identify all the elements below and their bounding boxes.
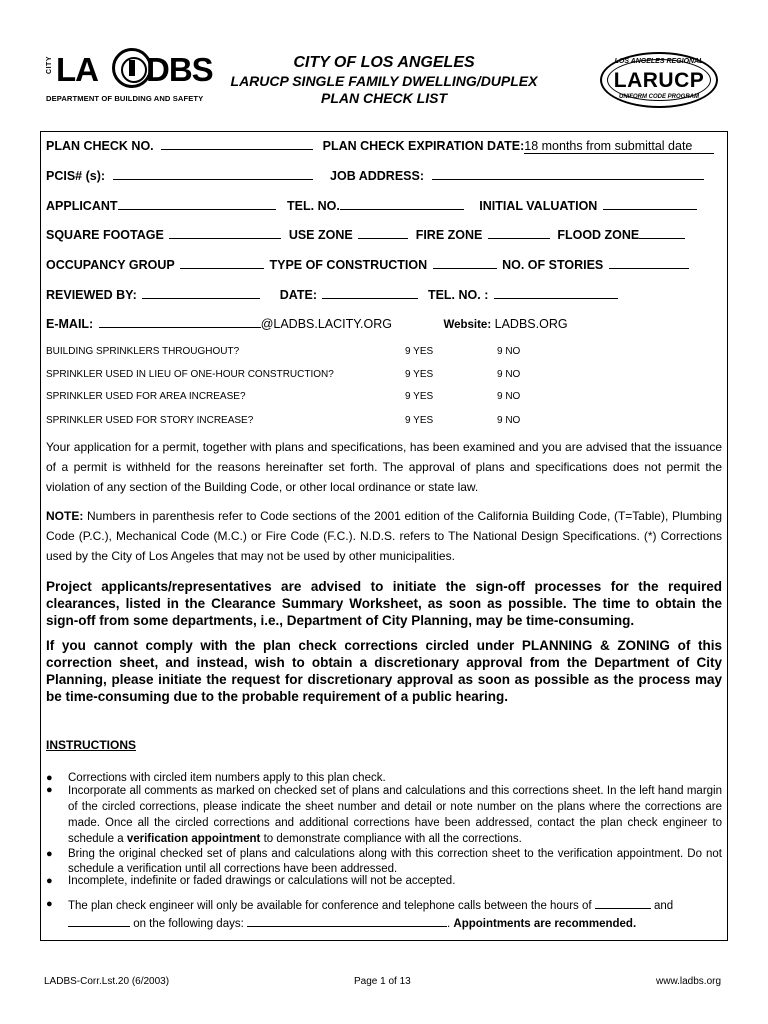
square-footage-label: SQUARE FOOTAGE <box>46 228 164 242</box>
instruction-item: ● Incorporate all comments as marked on checked set of plans and calculations and this corrections sheet. In the left hand margin of the circled corrections, please indicate the sheet number and detail or note number on the plans where the corrections are made. Once all the circled corrections and additional corrections have been addressed, contact the plan check engineer to schedule a verification appointment to demonstrate compliance with all the corrections. <box>46 784 722 845</box>
instruction-item: ● The plan check engineer will only be available for conference and telephone calls between the hours of and on the following days: . Appointments are recommended. <box>46 898 674 930</box>
website-label: Website: <box>443 319 492 331</box>
bullet-icon: ● <box>46 898 53 910</box>
pcis-label: PCIS# (s): <box>46 169 106 183</box>
website-value: LADBS.ORG <box>491 317 568 331</box>
type-of-construction-label: TYPE OF CONSTRUCTION <box>269 258 428 272</box>
initial-valuation-field[interactable] <box>603 199 697 210</box>
fire-zone-field[interactable] <box>488 228 550 239</box>
date-label: DATE: <box>279 288 317 302</box>
sprinkler-q2: SPRINKLER USED IN LIEU OF ONE-HOUR CONSTRUCTION? <box>46 369 334 380</box>
row-square-footage <box>46 228 685 242</box>
verification-appointment-text: verification appointment <box>126 833 261 845</box>
sprinkler-q4-no[interactable]: 9 NO <box>497 415 521 426</box>
occupancy-group-field[interactable] <box>180 258 264 269</box>
square-footage-field[interactable] <box>169 228 281 239</box>
applicant-label: APPLICANT <box>46 199 118 213</box>
row-reviewed <box>46 288 618 302</box>
note-label: NOTE: <box>46 509 84 523</box>
email-label: E-MAIL: <box>46 317 94 331</box>
bullet-icon: ● <box>46 784 53 796</box>
footer-form-id: LADBS-Corr.Lst.20 (6/2003) <box>44 976 170 987</box>
footer-url[interactable]: www.ladbs.org <box>656 976 722 987</box>
sprinkler-q4-yes[interactable]: 9 YES <box>405 415 434 426</box>
email-field[interactable] <box>99 317 261 328</box>
row-email <box>46 317 568 331</box>
type-of-construction-field[interactable] <box>433 258 497 269</box>
tel-no-label: TEL. NO. <box>287 199 340 213</box>
row-pcis <box>46 169 704 183</box>
larucp-main-text: LARUCP <box>613 69 705 92</box>
date-field[interactable] <box>322 288 418 299</box>
row-applicant <box>46 199 697 213</box>
signoff-paragraph: Project applicants/representatives are advised to initiate the sign-off processes for the required clearances, listed in the Clearance Summary Worksheet, as soon as possible. The time to obtain the sign-off from some departments, i.e., Department of City Planning, may be time-consuming. <box>46 579 722 628</box>
sprinkler-q3: SPRINKLER USED FOR AREA INCREASE? <box>46 391 246 402</box>
title-program: LARUCP SINGLE FAMILY DWELLING/DUPLEX <box>230 73 538 89</box>
use-zone-field[interactable] <box>358 228 408 239</box>
bullet-icon: ● <box>46 848 53 860</box>
reviewed-by-field[interactable] <box>142 288 260 299</box>
larucp-top-text: LOS ANGELES REGIONAL <box>614 58 704 65</box>
appointments-recommended-text: Appointments are recommended. <box>453 918 637 930</box>
flood-zone-label: FLOOD ZONE <box>557 228 640 242</box>
larucp-logo <box>600 52 718 108</box>
days-field[interactable] <box>247 916 447 927</box>
hours-to-field[interactable] <box>68 916 130 927</box>
applicant-field[interactable] <box>118 199 276 210</box>
instruction-item: ● Incomplete, indefinite or faded drawings or calculations will not be accepted. <box>46 875 456 887</box>
sprinkler-q2-no[interactable]: 9 NO <box>497 369 521 380</box>
sprinkler-q1-yes[interactable]: 9 YES <box>405 346 434 357</box>
instruction-item: ● Bring the original checked set of plans and calculations along with this correction sheet to the verification appointment. Do not schedule a verification until all corrections have been addressed. <box>46 848 722 875</box>
plan-check-no-label: PLAN CHECK NO. <box>46 139 154 153</box>
hours-from-field[interactable] <box>595 898 651 909</box>
row-plan-check <box>46 139 714 154</box>
bullet-icon: ● <box>46 875 53 887</box>
plan-check-no-field[interactable] <box>161 139 313 150</box>
title-checklist: PLAN CHECK LIST <box>321 90 447 106</box>
instruction-item: ● Corrections with circled item numbers apply to this plan check. <box>46 772 386 784</box>
no-of-stories-field[interactable] <box>609 258 689 269</box>
instructions-heading: INSTRUCTIONS <box>46 738 136 752</box>
email-domain: @LADBS.LACITY.ORG <box>260 317 392 331</box>
intro-paragraph: Your application for a permit, together with plans and specifications, has been examined and you are advised that the issuance of a permit is withheld for the reasons hereinafter set forth. The approval of plans and specifications does not permit the violation of any section of the Building Code, or other local ordinance or state law. <box>46 440 722 494</box>
initial-valuation-label: INITIAL VALUATION <box>479 199 598 213</box>
job-address-label: JOB ADDRESS: <box>330 169 425 183</box>
sprinkler-q2-yes[interactable]: 9 YES <box>405 369 434 380</box>
sprinkler-q3-no[interactable]: 9 NO <box>497 391 521 402</box>
sprinkler-q1-no[interactable]: 9 NO <box>497 346 521 357</box>
tel-no2-field[interactable] <box>494 288 618 299</box>
tel-no2-label: TEL. NO. : <box>427 288 489 302</box>
note-text: Numbers in parenthesis refer to Code sections of the 2001 edition of the California Building Code, (T=Table), Plumbing Code (P.C.), Mechanical Code (M.C.) or Fire Code (F.C.). N.D.S. refers to The National Design Specifications. (*) Corrections used by the City of Los Angeles that may not be used by other municipalities. <box>46 509 722 563</box>
fire-zone-label: FIRE ZONE <box>415 228 483 242</box>
note-paragraph <box>46 506 722 566</box>
footer-page-number: Page 1 of 13 <box>354 976 411 987</box>
planning-paragraph: If you cannot comply with the plan check corrections circled under PLANNING & ZONING of this correction sheet, and instead, wish to obtain a discretionary approval from the Department of City Planning, please initiate the request for discretionary approval as soon as possible as the process may be time-consuming due to the probable requirement of a public hearing. <box>46 638 722 704</box>
reviewed-by-label: REVIEWED BY: <box>46 288 137 302</box>
occupancy-group-label: OCCUPANCY GROUP <box>46 258 175 272</box>
row-occupancy <box>46 258 689 272</box>
sprinkler-q4: SPRINKLER USED FOR STORY INCREASE? <box>46 415 254 426</box>
form-box <box>40 131 728 941</box>
ladbs-logo <box>46 48 213 108</box>
logo-dept-text: DEPARTMENT OF BUILDING AND SAFETY <box>46 94 204 103</box>
larucp-bottom-text: UNIFORM CODE PROGRAM <box>619 94 699 100</box>
use-zone-label: USE ZONE <box>288 228 353 242</box>
pcis-field[interactable] <box>113 169 313 180</box>
flood-zone-field[interactable] <box>639 228 685 239</box>
bullet-icon: ● <box>46 772 53 784</box>
sprinkler-q1: BUILDING SPRINKLERS THROUGHOUT? <box>46 346 240 357</box>
title-city: CITY OF LOS ANGELES <box>293 54 475 71</box>
expiration-value: 18 months from submittal date <box>524 139 714 154</box>
job-address-field[interactable] <box>432 169 704 180</box>
expiration-label: PLAN CHECK EXPIRATION DATE: <box>322 139 525 153</box>
sprinkler-q3-yes[interactable]: 9 YES <box>405 391 434 402</box>
logo-la-text: LA <box>56 51 98 88</box>
no-of-stories-label: NO. OF STORIES <box>502 258 604 272</box>
logo-city-text: CITY <box>46 56 53 74</box>
logo-dbs-text: DBS <box>146 51 213 88</box>
tel-no-field[interactable] <box>340 199 464 210</box>
document-title <box>200 54 568 107</box>
